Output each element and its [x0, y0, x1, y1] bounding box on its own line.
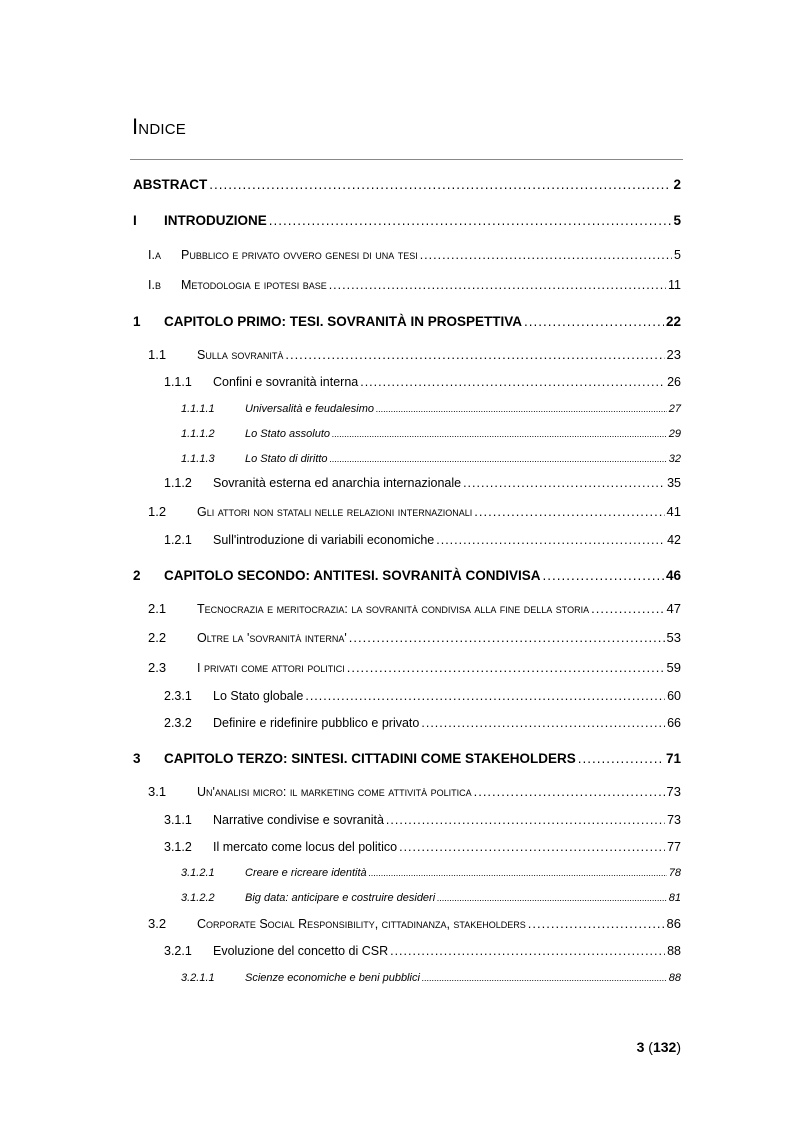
toc-entry-number: 1.1 [148, 347, 167, 362]
toc-entry-title: Il mercato come locus del politico [213, 840, 398, 854]
toc-entry-title: Scienze economiche e beni pubblici [245, 972, 420, 984]
toc-entry-title: I privati come attori politici [197, 661, 345, 675]
toc-entry-page: 81 [668, 892, 681, 904]
toc-entry-title: Evoluzione del concetto di CSR [213, 944, 389, 958]
toc-entry-title: Universalità e feudalesimo [245, 403, 375, 415]
dot-leader [463, 476, 665, 490]
current-page-number: 3 [636, 1039, 645, 1055]
toc-entry-page: 22 [665, 314, 681, 329]
dot-leader [360, 375, 665, 389]
toc-entry-title: Gli attori non statali nelle relazioni internazionali [197, 505, 473, 519]
toc-entry-title: Creare e ricreare identità [245, 867, 367, 879]
toc-entry-page: 11 [668, 278, 681, 292]
toc-entry-1-1[interactable] [148, 347, 681, 362]
toc-entry-number: 3.1.2.2 [181, 892, 215, 904]
toc-entry-number: 3.2 [148, 916, 167, 931]
toc-entry-title: Corporate Social Responsibility, cittadinanza, stakeholders [197, 917, 526, 931]
toc-entry-number: I.a [148, 248, 161, 262]
page-title: Indice [132, 114, 186, 139]
toc-entry-title: Pubblico e privato ovvero genesi di una tesi [181, 248, 418, 262]
toc-entry-title: Big data: anticipare e costruire desideri [245, 892, 436, 904]
toc-entry-chapter-3[interactable] [133, 751, 681, 766]
toc-entry-3-1-2-2[interactable] [181, 892, 681, 904]
dot-leader [474, 784, 665, 799]
toc-entry-page: 88 [667, 944, 681, 958]
toc-entry-1-1-1-1[interactable] [181, 403, 681, 415]
toc-entry-page: 88 [668, 972, 681, 984]
toc-entry-chapter-1[interactable] [133, 314, 681, 329]
dot-leader [528, 916, 665, 931]
dot-leader [386, 813, 665, 827]
toc-entry-3-1-1[interactable] [164, 813, 681, 827]
dot-leader [421, 716, 665, 730]
toc-entry-title: Lo Stato assoluto [245, 428, 331, 440]
toc-entry-page: 71 [665, 751, 681, 766]
toc-entry-1-1-2[interactable] [164, 476, 681, 490]
toc-entry-page: 27 [668, 403, 681, 415]
toc-entry-number: 2 [133, 568, 141, 583]
dot-leader [578, 751, 664, 766]
toc-entry-title: Lo Stato globale [213, 689, 304, 703]
toc-entry-3-1-2-1[interactable] [181, 867, 681, 879]
dot-leader [347, 660, 665, 675]
toc-entry-number: 2.3.2 [164, 716, 192, 730]
toc-entry-page: 23 [666, 347, 681, 362]
toc-entry-number: 1.1.1.1 [181, 403, 215, 415]
toc-entry-title: Oltre la 'sovranità interna' [197, 631, 347, 645]
toc-entry-1-1-1-3[interactable] [181, 453, 681, 465]
dot-leader [269, 213, 672, 228]
toc-entry-number: 3.1 [148, 784, 167, 799]
toc-entry-page: 5 [673, 213, 681, 228]
toc-entry-title: Un'analisi micro: il marketing come attività politica [197, 785, 472, 799]
dot-leader [474, 504, 664, 519]
toc-entry-3-2[interactable] [148, 916, 681, 931]
toc-entry-ib[interactable] [148, 278, 681, 292]
dot-leader [369, 867, 667, 879]
toc-entry-page: 59 [666, 660, 681, 675]
toc-entry-title: Sull'introduzione di variabili economiche [213, 533, 435, 547]
toc-entry-number: 2.3 [148, 660, 167, 675]
toc-entry-page: 41 [666, 504, 681, 519]
toc-entry-page: 77 [667, 840, 681, 854]
toc-entry-chapter-2[interactable] [133, 568, 681, 583]
toc-entry-ia[interactable] [148, 248, 681, 262]
toc-entry-1-2[interactable] [148, 504, 681, 519]
dot-leader [329, 278, 666, 292]
toc-entry-title: Definire e ridefinire pubblico e privato [213, 716, 420, 730]
toc-entry-page: 26 [667, 375, 681, 389]
dot-leader [399, 840, 665, 854]
toc-entry-page: 53 [666, 630, 681, 645]
toc-entry-number: I.b [148, 278, 161, 292]
toc-entry-number: I [133, 213, 137, 228]
toc-entry-title: Confini e sovranità interna [213, 375, 359, 389]
toc-entry-number: 1.1.2 [164, 476, 192, 490]
toc-entry-1-1-1[interactable] [164, 375, 681, 389]
toc-entry-number: 1.1.1 [164, 375, 192, 389]
toc-entry-number: 2.3.1 [164, 689, 192, 703]
toc-entry-3-2-1[interactable] [164, 944, 681, 958]
dot-leader [349, 630, 665, 645]
toc-entry-3-1-2[interactable] [164, 840, 681, 854]
toc-entry-2-2[interactable] [148, 630, 681, 645]
toc-entry-2-3-2[interactable] [164, 716, 681, 730]
toc-entry-number: 3.2.1.1 [181, 972, 215, 984]
toc-entry-number: 3.1.2 [164, 840, 192, 854]
toc-entry-page: 78 [668, 867, 681, 879]
toc-entry-number: 2.1 [148, 601, 167, 616]
toc-entry-page: 29 [668, 428, 681, 440]
toc-entry-title: Narrative condivise e sovranità [213, 813, 384, 827]
page-number-footer: 3 (132) [636, 1039, 681, 1055]
toc-entry-number: 3 [133, 751, 141, 766]
toc-entry-title: ABSTRACT [133, 177, 208, 192]
toc-entry-number: 2.2 [148, 630, 167, 645]
toc-entry-1-2-1[interactable] [164, 533, 681, 547]
dot-leader [285, 347, 664, 362]
toc-entry-title: Lo Stato di diritto [245, 453, 328, 465]
toc-entry-page: 35 [667, 476, 681, 490]
toc-entry-page: 66 [667, 716, 681, 730]
dot-leader [305, 689, 665, 703]
toc-entry-page: 32 [668, 453, 681, 465]
toc-entry-introduzione[interactable] [133, 213, 681, 228]
toc-entry-2-3-1[interactable] [164, 689, 681, 703]
toc-entry-number: 1.2.1 [164, 533, 192, 547]
toc-entry-page: 73 [666, 784, 681, 799]
toc-entry-title: INTRODUZIONE [164, 213, 267, 228]
dot-leader [422, 972, 667, 984]
toc-entry-page: 46 [665, 568, 681, 583]
dot-leader [390, 944, 665, 958]
toc-entry-1-1-1-2[interactable] [181, 428, 681, 440]
toc-entry-number: 3.1.2.1 [181, 867, 215, 879]
dot-leader [376, 403, 667, 415]
dot-leader [332, 428, 667, 440]
toc-entry-number: 1.1.1.2 [181, 428, 215, 440]
toc-entry-number: 1.1.1.3 [181, 453, 215, 465]
title-divider [130, 159, 683, 160]
dot-leader [524, 314, 664, 329]
dot-leader [436, 533, 665, 547]
toc-entry-page: 47 [666, 601, 681, 616]
toc-entry-title: Tecnocrazia e meritocrazia: la sovranità condivisa alla fine della storia [197, 602, 590, 616]
toc-entry-abstract[interactable] [133, 177, 681, 192]
toc-entry-title: CAPITOLO SECONDO: ANTITESI. SOVRANITÀ CONDIVISA [164, 568, 541, 583]
toc-entry-page: 42 [667, 533, 681, 547]
toc-entry-2-3[interactable] [148, 660, 681, 675]
toc-entry-title: CAPITOLO PRIMO: TESI. SOVRANITÀ IN PROSPETTIVA [164, 314, 523, 329]
toc-entry-2-1[interactable] [148, 601, 681, 616]
dot-leader [209, 177, 671, 192]
toc-entry-number: 1 [133, 314, 141, 329]
dot-leader [543, 568, 664, 583]
dot-leader [437, 892, 667, 904]
toc-entry-page: 2 [673, 177, 681, 192]
toc-entry-title: CAPITOLO TERZO: SINTESI. CITTADINI COME STAKEHOLDERS [164, 751, 576, 766]
toc-entry-page: 86 [666, 916, 681, 931]
toc-entry-number: 1.2 [148, 504, 167, 519]
toc-entry-page: 5 [674, 248, 681, 262]
toc-entry-title: Metodologia e ipotesi base [181, 278, 327, 292]
toc-entry-3-2-1-1[interactable] [181, 972, 681, 984]
toc-entry-number: 3.2.1 [164, 944, 192, 958]
dot-leader [420, 248, 672, 262]
dot-leader [330, 453, 667, 465]
toc-entry-title: Sulla sovranità [197, 348, 284, 362]
dot-leader [591, 601, 664, 616]
toc-entry-page: 73 [667, 813, 681, 827]
toc-entry-3-1[interactable] [148, 784, 681, 799]
toc-entry-number: 3.1.1 [164, 813, 192, 827]
toc-entry-page: 60 [667, 689, 681, 703]
total-pages-number: 132 [652, 1039, 677, 1055]
toc-entry-title: Sovranità esterna ed anarchia internazionale [213, 476, 462, 490]
